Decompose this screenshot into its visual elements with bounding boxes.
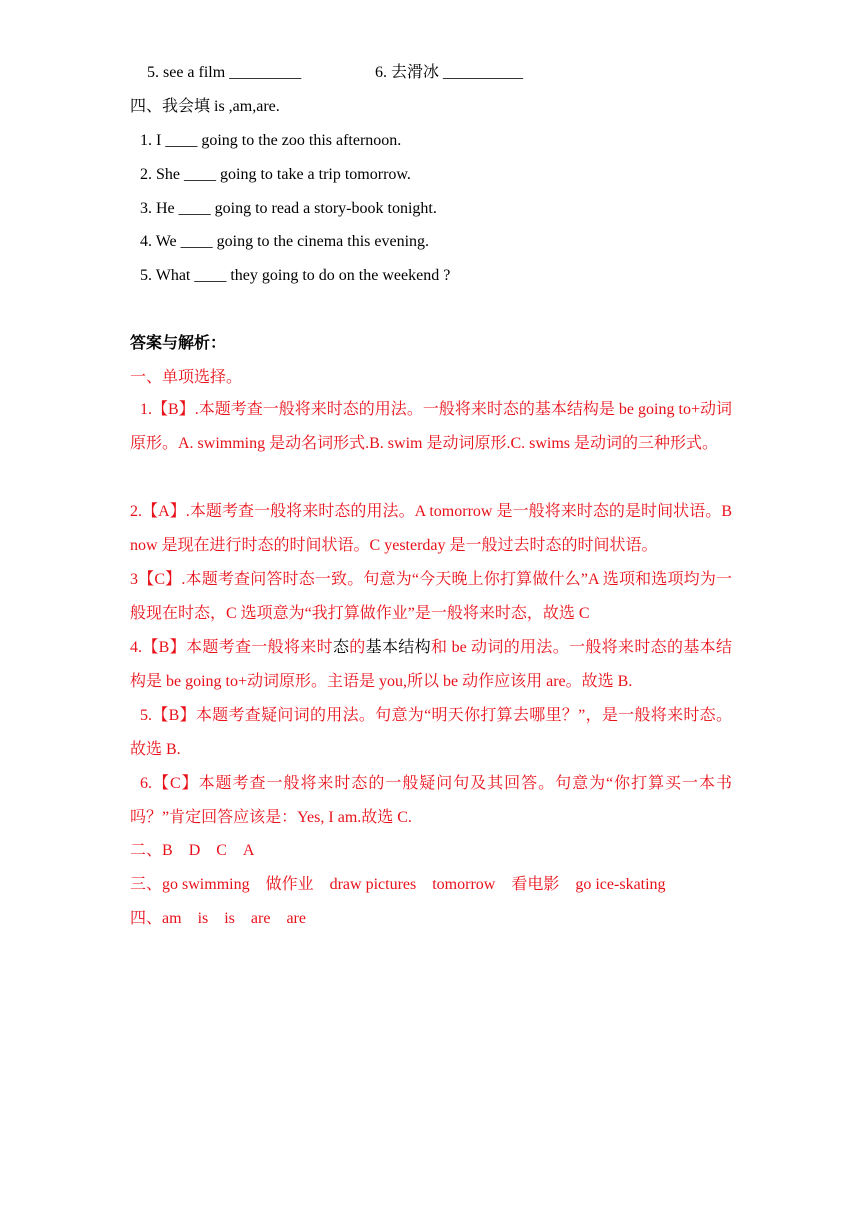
answer-q4-text-c: 的 [349, 639, 366, 656]
section4-item-1: 1. I ____ going to the zoo this afternoon. [140, 132, 402, 149]
answers-part4-label: 四、 [130, 910, 163, 927]
answer-q4-text-a: 4.【B】本题考查一般将来时 [130, 639, 333, 656]
answers-part3-label: 三、 [130, 876, 163, 893]
section4-heading: 四、我会填 is ,am,are. [130, 98, 280, 115]
answer-q3: 3【C】.本题考查问答时态一致。句意为“今天晚上你打算做什么”A 选项和选项均为一般现在时态，C 选项意为“我打算做作业”是一般将来时态，故选 C [130, 571, 732, 622]
see-film-item: 5. see a film _________ [147, 64, 302, 81]
answers-part3 [130, 875, 735, 895]
answer-q2: 2.【A】.本题考查一般将来时态的用法。A tomorrow 是一般将来时态的是时间状语。B now 是现在进行时态的时间状语。C yesterday 是一般过去时态的时间状语。 [130, 503, 732, 554]
answer-q6: 6.【C】本题考查一般将来时态的一般疑问句及其回答。句意为“你打算买一本书吗？”肯定回答应该是：Yes, I am.故选 C. [130, 775, 732, 826]
answer-q1: 1.【B】.本题考查一般将来时态的用法。一般将来时态的基本结构是 be going to+动词原形。A. swimming 是动名词形式.B. swim 是动词原形.C. swims 是动词的三种形式。 [130, 401, 732, 452]
answers-part4-value: are [286, 910, 306, 927]
answers-part3-value: go swimming [162, 876, 250, 893]
answers-part2-value: B [162, 842, 173, 859]
answers-part4-value: is [224, 910, 235, 927]
answers-part4 [130, 909, 735, 929]
section4-item-3: 3. He ____ going to read a story-book tonight. [140, 200, 437, 217]
answers-part3-value: 看电影 [511, 876, 560, 893]
answers-part2-value: C [216, 842, 227, 859]
answers-part4-value: are [250, 910, 271, 927]
answers-part2 [130, 841, 735, 861]
answers-part2-value: D [188, 842, 201, 859]
answers-part4-value: am [162, 910, 182, 927]
answer-q4-text-e: 和 be 动词的用法。一般将来时态的基本结构是 be going to+动词原形。主语是 you,所以 be 动作应该用 are。故选 B. [130, 639, 732, 690]
section4-item-2: 2. She ____ going to take a trip tomorrow. [140, 166, 411, 183]
answer-q4-text-d: 基本结构 [365, 639, 431, 656]
answers-part2-label: 二、 [130, 842, 163, 859]
answers-part4-value: is [197, 910, 209, 927]
answers-part2-value: A [242, 842, 255, 859]
answers-part3-value: 做作业 [265, 876, 314, 893]
section4-item-4: 4. We ____ going to the cinema this evening. [140, 233, 430, 250]
section4-item-5: 5. What ____ they going to do on the weekend ? [140, 267, 451, 284]
answers-part3-value: draw pictures [329, 876, 417, 893]
exercise-item-5 [147, 63, 752, 83]
go-skating-item: 6. 去滑冰 __________ [375, 64, 524, 81]
answer-q5: 5.【B】本题考查疑问词的用法。句意为“明天你打算去哪里？”，是一般将来时态。故选 B. [130, 707, 732, 758]
answers-part1-heading: 一、单项选择。 [130, 369, 243, 386]
answer-q4 [130, 631, 732, 699]
answers-part3-value: go ice-skating [575, 876, 666, 893]
answers-part3-value: tomorrow [432, 876, 496, 893]
answers-title: 答案与解析： [130, 335, 227, 352]
answer-q4-text-b: 态 [332, 639, 350, 656]
